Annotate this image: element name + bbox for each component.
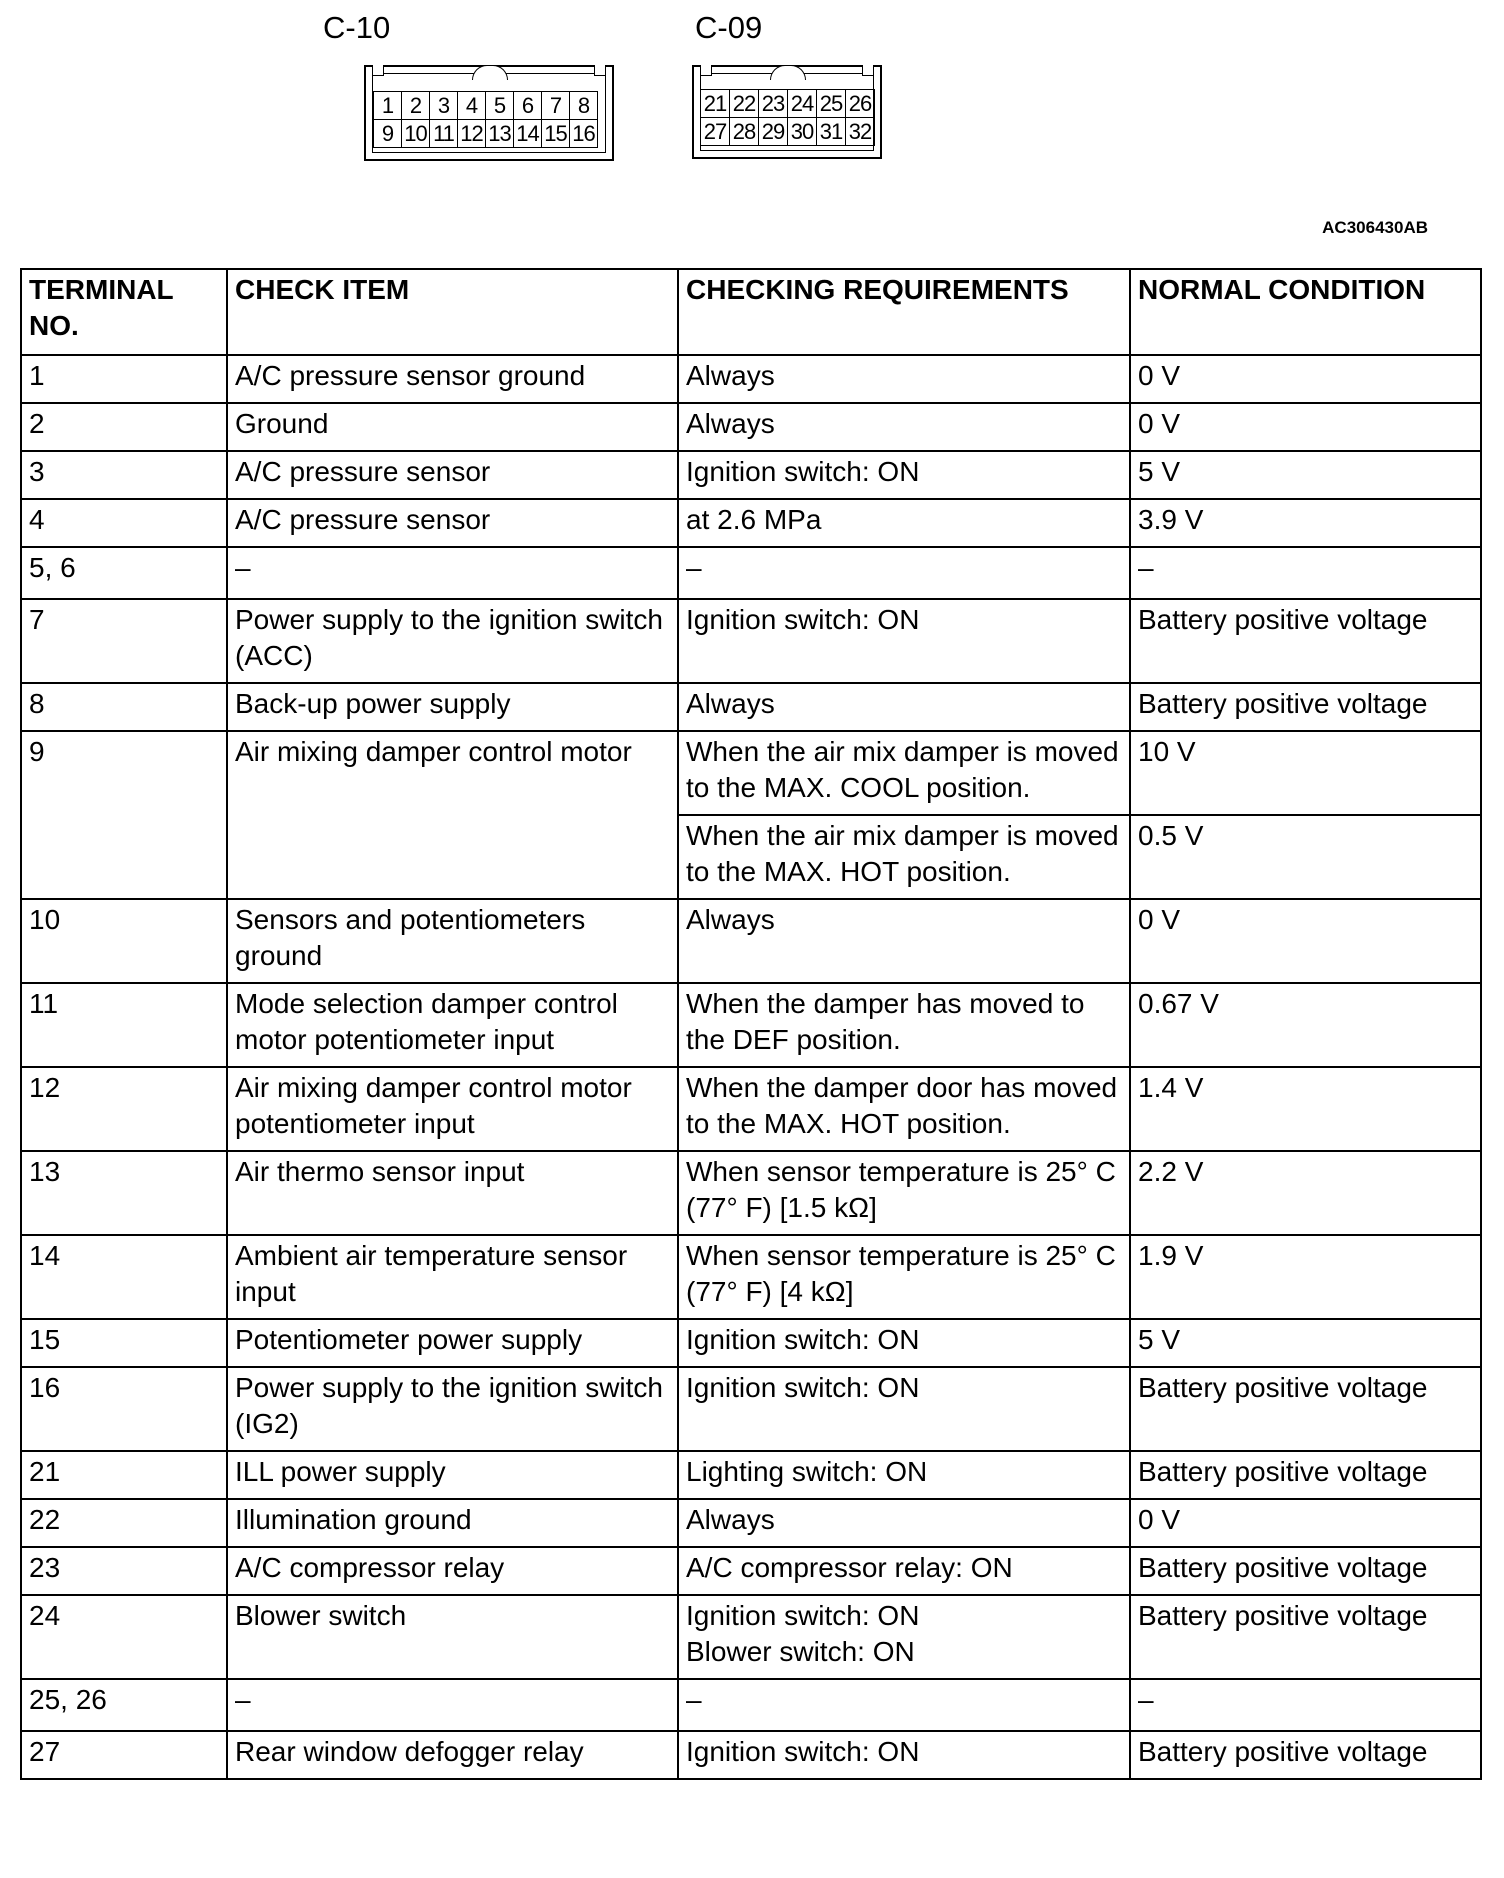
cell-requirement: Ignition switch: ON	[678, 1367, 1130, 1451]
cell-check-item: Power supply to the ignition switch (IG2)	[227, 1367, 678, 1451]
connector-pin: 5	[486, 92, 514, 120]
cell-condition: Battery positive voltage	[1130, 1547, 1481, 1595]
connector-pin: 30	[788, 118, 817, 146]
connector-pin: 21	[701, 90, 730, 118]
connector-c09-notch-left	[700, 65, 712, 76]
header-normal-condition: NORMAL CONDITION	[1130, 269, 1481, 355]
cell-condition: Battery positive voltage	[1130, 1367, 1481, 1451]
connector-c09-pin-grid	[700, 89, 875, 146]
cell-terminal: 13	[21, 1151, 227, 1235]
cell-requirement: Always	[678, 899, 1130, 983]
cell-condition: 0 V	[1130, 1499, 1481, 1547]
cell-check-item: –	[227, 1679, 678, 1731]
table-row	[21, 1499, 1481, 1547]
cell-requirement: Always	[678, 403, 1130, 451]
cell-check-item: ILL power supply	[227, 1451, 678, 1499]
cell-check-item: Illumination ground	[227, 1499, 678, 1547]
table-row	[21, 1595, 1481, 1679]
table-row	[21, 403, 1481, 451]
cell-requirement: When the air mix damper is moved to the MAX. COOL position.	[678, 731, 1130, 815]
table-row	[21, 899, 1481, 983]
cell-requirement: When the damper has moved to the DEF position.	[678, 983, 1130, 1067]
terminal-check-table	[20, 268, 1482, 1780]
cell-check-item: A/C pressure sensor ground	[227, 355, 678, 403]
cell-requirement: Ignition switch: ON	[678, 1319, 1130, 1367]
cell-condition: –	[1130, 1679, 1481, 1731]
cell-condition: Battery positive voltage	[1130, 1731, 1481, 1779]
cell-check-item: –	[227, 547, 678, 599]
connector-pin: 9	[374, 120, 402, 148]
cell-terminal: 1	[21, 355, 227, 403]
table-row	[21, 1547, 1481, 1595]
cell-terminal: 10	[21, 899, 227, 983]
table-row	[21, 355, 1481, 403]
cell-check-item: Power supply to the ignition switch (ACC)	[227, 599, 678, 683]
cell-condition: 0.5 V	[1130, 815, 1481, 899]
connector-pin: 4	[458, 92, 486, 120]
table-row	[21, 731, 1481, 815]
cell-requirement: Ignition switch: ON	[678, 599, 1130, 683]
connector-c10-pin-grid	[373, 91, 598, 148]
cell-check-item: Air thermo sensor input	[227, 1151, 678, 1235]
connector-c09-key	[770, 65, 806, 80]
connector-pin: 12	[458, 120, 486, 148]
cell-requirement: When sensor temperature is 25° C (77° F) [4 kΩ]	[678, 1235, 1130, 1319]
cell-condition: 0 V	[1130, 403, 1481, 451]
table-row	[21, 1731, 1481, 1779]
connector-c09-diagram	[692, 65, 882, 159]
cell-condition: 3.9 V	[1130, 499, 1481, 547]
cell-condition: 10 V	[1130, 731, 1481, 815]
table-row	[21, 1319, 1481, 1367]
table-row	[21, 1151, 1481, 1235]
cell-terminal: 7	[21, 599, 227, 683]
connector-pin: 26	[846, 90, 875, 118]
table-row	[21, 1235, 1481, 1319]
connector-pin: 29	[759, 118, 788, 146]
cell-terminal: 4	[21, 499, 227, 547]
cell-terminal: 3	[21, 451, 227, 499]
connector-pin: 22	[730, 90, 759, 118]
connector-pin: 11	[430, 120, 458, 148]
cell-terminal: 9	[21, 731, 227, 899]
cell-condition: 0 V	[1130, 355, 1481, 403]
connector-pin: 1	[374, 92, 402, 120]
cell-requirement: Ignition switch: ON	[678, 1731, 1130, 1779]
table-row	[21, 1067, 1481, 1151]
cell-condition: –	[1130, 547, 1481, 599]
cell-check-item: Rear window defogger relay	[227, 1731, 678, 1779]
cell-check-item: A/C compressor relay	[227, 1547, 678, 1595]
cell-terminal: 16	[21, 1367, 227, 1451]
cell-check-item: Blower switch	[227, 1595, 678, 1679]
cell-terminal: 14	[21, 1235, 227, 1319]
cell-requirement: Always	[678, 355, 1130, 403]
table-row	[21, 983, 1481, 1067]
connector-c09-notch-right	[862, 65, 874, 76]
connector-pin: 32	[846, 118, 875, 146]
cell-terminal: 24	[21, 1595, 227, 1679]
cell-condition: 1.9 V	[1130, 1235, 1481, 1319]
connector-pin: 3	[430, 92, 458, 120]
cell-terminal: 11	[21, 983, 227, 1067]
header-terminal-no: TERMINAL NO.	[21, 269, 227, 355]
cell-condition: 5 V	[1130, 451, 1481, 499]
connector-pin: 7	[542, 92, 570, 120]
connector-pin: 15	[542, 120, 570, 148]
table-row	[21, 1679, 1481, 1731]
connector-c10-notch-right	[594, 65, 606, 76]
connector-c10-notch-left	[372, 65, 384, 76]
connector-pin: 16	[570, 120, 598, 148]
cell-terminal: 8	[21, 683, 227, 731]
cell-terminal: 5, 6	[21, 547, 227, 599]
cell-requirement: Ignition switch: ON Blower switch: ON	[678, 1595, 1130, 1679]
cell-requirement: A/C compressor relay: ON	[678, 1547, 1130, 1595]
cell-condition: 2.2 V	[1130, 1151, 1481, 1235]
connector-pin: 27	[701, 118, 730, 146]
connector-pin: 13	[486, 120, 514, 148]
cell-condition: 1.4 V	[1130, 1067, 1481, 1151]
connector-pin: 8	[570, 92, 598, 120]
cell-check-item: Air mixing damper control motor	[227, 731, 678, 899]
cell-terminal: 2	[21, 403, 227, 451]
cell-requirement: Always	[678, 683, 1130, 731]
table-row	[21, 547, 1481, 599]
cell-check-item: Ground	[227, 403, 678, 451]
cell-terminal: 25, 26	[21, 1679, 227, 1731]
cell-condition: Battery positive voltage	[1130, 1595, 1481, 1679]
connector-pin: 31	[817, 118, 846, 146]
connector-pin: 25	[817, 90, 846, 118]
header-checking-requirements: CHECKING REQUIREMENTS	[678, 269, 1130, 355]
connector-pin: 28	[730, 118, 759, 146]
header-check-item: CHECK ITEM	[227, 269, 678, 355]
cell-check-item: Ambient air temperature sensor input	[227, 1235, 678, 1319]
connector-pin: 6	[514, 92, 542, 120]
cell-requirement: –	[678, 547, 1130, 599]
cell-requirement: Always	[678, 1499, 1130, 1547]
cell-requirement: When the damper door has moved to the MAX. HOT position.	[678, 1067, 1130, 1151]
cell-check-item: Air mixing damper control motor potentiometer input	[227, 1067, 678, 1151]
table-row	[21, 451, 1481, 499]
cell-requirement: at 2.6 MPa	[678, 499, 1130, 547]
connector-pin: 2	[402, 92, 430, 120]
cell-terminal: 22	[21, 1499, 227, 1547]
cell-terminal: 12	[21, 1067, 227, 1151]
table-row	[21, 1451, 1481, 1499]
cell-terminal: 15	[21, 1319, 227, 1367]
table-row	[21, 599, 1481, 683]
cell-condition: Battery positive voltage	[1130, 599, 1481, 683]
connector-c10-key	[472, 65, 508, 80]
cell-condition: Battery positive voltage	[1130, 683, 1481, 731]
connector-pin: 23	[759, 90, 788, 118]
table-body	[21, 355, 1481, 1779]
table-header-row	[21, 269, 1481, 355]
cell-requirement: –	[678, 1679, 1130, 1731]
table-row	[21, 499, 1481, 547]
cell-requirement: Ignition switch: ON	[678, 451, 1130, 499]
cell-terminal: 23	[21, 1547, 227, 1595]
cell-check-item: Sensors and potentiometers ground	[227, 899, 678, 983]
table-row	[21, 1367, 1481, 1451]
cell-condition: 0 V	[1130, 899, 1481, 983]
table-row	[21, 683, 1481, 731]
cell-check-item: Potentiometer power supply	[227, 1319, 678, 1367]
cell-check-item: A/C pressure sensor	[227, 451, 678, 499]
connector-pin: 24	[788, 90, 817, 118]
connector-pin: 10	[402, 120, 430, 148]
figure-code: AC306430AB	[1322, 218, 1428, 237]
cell-terminal: 27	[21, 1731, 227, 1779]
connector-c10-label: C-10	[323, 10, 391, 45]
cell-requirement: Lighting switch: ON	[678, 1451, 1130, 1499]
cell-requirement: When the air mix damper is moved to the MAX. HOT position.	[678, 815, 1130, 899]
connector-c10-diagram	[364, 65, 614, 161]
cell-requirement: When sensor temperature is 25° C (77° F) [1.5 kΩ]	[678, 1151, 1130, 1235]
cell-check-item: Mode selection damper control motor potentiometer input	[227, 983, 678, 1067]
cell-check-item: A/C pressure sensor	[227, 499, 678, 547]
cell-check-item: Back-up power supply	[227, 683, 678, 731]
cell-condition: Battery positive voltage	[1130, 1451, 1481, 1499]
cell-terminal: 21	[21, 1451, 227, 1499]
cell-condition: 5 V	[1130, 1319, 1481, 1367]
connector-c09-label: C-09	[695, 10, 763, 45]
cell-condition: 0.67 V	[1130, 983, 1481, 1067]
connector-pin: 14	[514, 120, 542, 148]
